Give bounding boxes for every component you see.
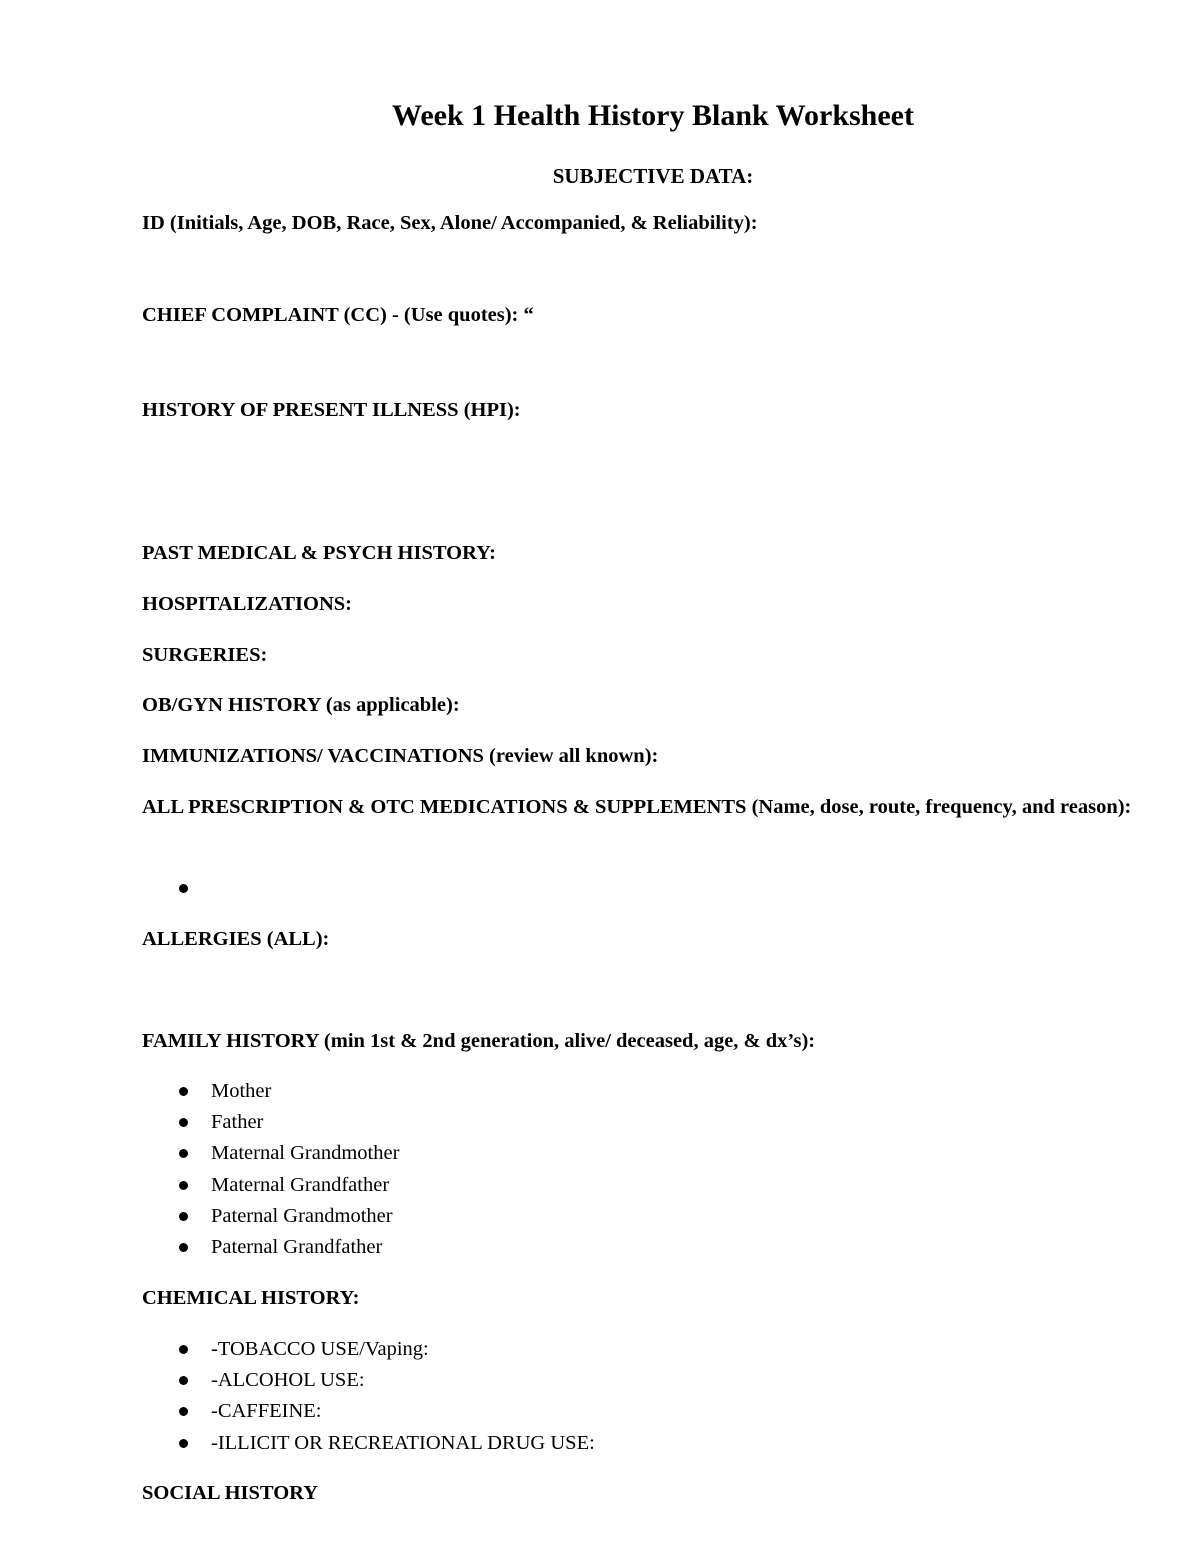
list-item bbox=[142, 1365, 595, 1396]
heading-chemical-history: CHEMICAL HISTORY: bbox=[142, 1287, 360, 1309]
bullet-icon bbox=[179, 1439, 188, 1448]
section-subtitle: SUBJECTIVE DATA: bbox=[552, 164, 754, 188]
bullet-icon bbox=[179, 1118, 188, 1127]
list-item-label: Father bbox=[211, 1111, 264, 1134]
bullet-icon bbox=[179, 1407, 188, 1416]
list-item bbox=[142, 1076, 399, 1107]
heading-hospitalizations: HOSPITALIZATIONS: bbox=[142, 593, 352, 615]
list-item-label: -TOBACCO USE/Vaping: bbox=[211, 1338, 429, 1360]
family-history-list bbox=[142, 1076, 399, 1263]
list-item bbox=[142, 873, 211, 904]
heading-allergies: ALLERGIES (ALL): bbox=[142, 928, 330, 950]
list-item-label: Mother bbox=[211, 1080, 272, 1102]
heading-hpi: HISTORY OF PRESENT ILLNESS (HPI): bbox=[142, 399, 521, 421]
heading-past-medical: PAST MEDICAL & PSYCH HISTORY: bbox=[142, 542, 496, 564]
chemical-history-list bbox=[142, 1334, 595, 1459]
list-item-label: Maternal Grandfather bbox=[211, 1173, 390, 1196]
bullet-icon bbox=[179, 1181, 188, 1190]
heading-chief-complaint: CHIEF COMPLAINT (CC) - (Use quotes): “ bbox=[142, 304, 534, 326]
heading-ob-gyn: OB/GYN HISTORY (as applicable): bbox=[142, 694, 460, 716]
heading-id: ID (Initials, Age, DOB, Race, Sex, Alone/ Accompanied, & Reliability): bbox=[142, 212, 758, 234]
list-item-label: Paternal Grandmother bbox=[211, 1204, 393, 1227]
bullet-icon bbox=[179, 1376, 188, 1385]
list-item-label: -ALCOHOL USE: bbox=[211, 1369, 365, 1392]
heading-family-history: FAMILY HISTORY (min 1st & 2nd generation, alive/ deceased, age, & dx’s): bbox=[142, 1030, 816, 1052]
list-item bbox=[142, 1107, 399, 1138]
bullet-icon bbox=[179, 1243, 188, 1252]
bullet-icon bbox=[179, 1087, 188, 1096]
list-item bbox=[142, 1232, 399, 1263]
medications-list bbox=[142, 873, 211, 904]
list-item bbox=[142, 1334, 595, 1365]
list-item bbox=[142, 1138, 399, 1169]
heading-immunizations: IMMUNIZATIONS/ VACCINATIONS (review all known): bbox=[142, 745, 659, 767]
list-item-label: -ILLICIT OR RECREATIONAL DRUG USE: bbox=[211, 1431, 595, 1454]
bullet-icon bbox=[179, 1345, 188, 1354]
heading-surgeries: SURGERIES: bbox=[142, 644, 268, 666]
bullet-icon bbox=[179, 1212, 188, 1221]
list-item-label: Maternal Grandmother bbox=[211, 1142, 400, 1165]
list-item-label: -CAFFEINE: bbox=[211, 1400, 322, 1423]
list-item bbox=[142, 1428, 595, 1459]
list-item bbox=[142, 1201, 399, 1232]
list-item bbox=[142, 1396, 595, 1427]
heading-medications: ALL PRESCRIPTION & OTC MEDICATIONS & SUPPLEMENTS (Name, dose, route, frequency, and reason): bbox=[142, 796, 1132, 818]
list-item bbox=[142, 1170, 399, 1201]
heading-social-history: SOCIAL HISTORY bbox=[142, 1482, 319, 1504]
document-title: Week 1 Health History Blank Worksheet bbox=[392, 99, 914, 132]
bullet-icon bbox=[179, 884, 188, 893]
list-item-label: Paternal Grandfather bbox=[211, 1236, 383, 1259]
bullet-icon bbox=[179, 1149, 188, 1158]
